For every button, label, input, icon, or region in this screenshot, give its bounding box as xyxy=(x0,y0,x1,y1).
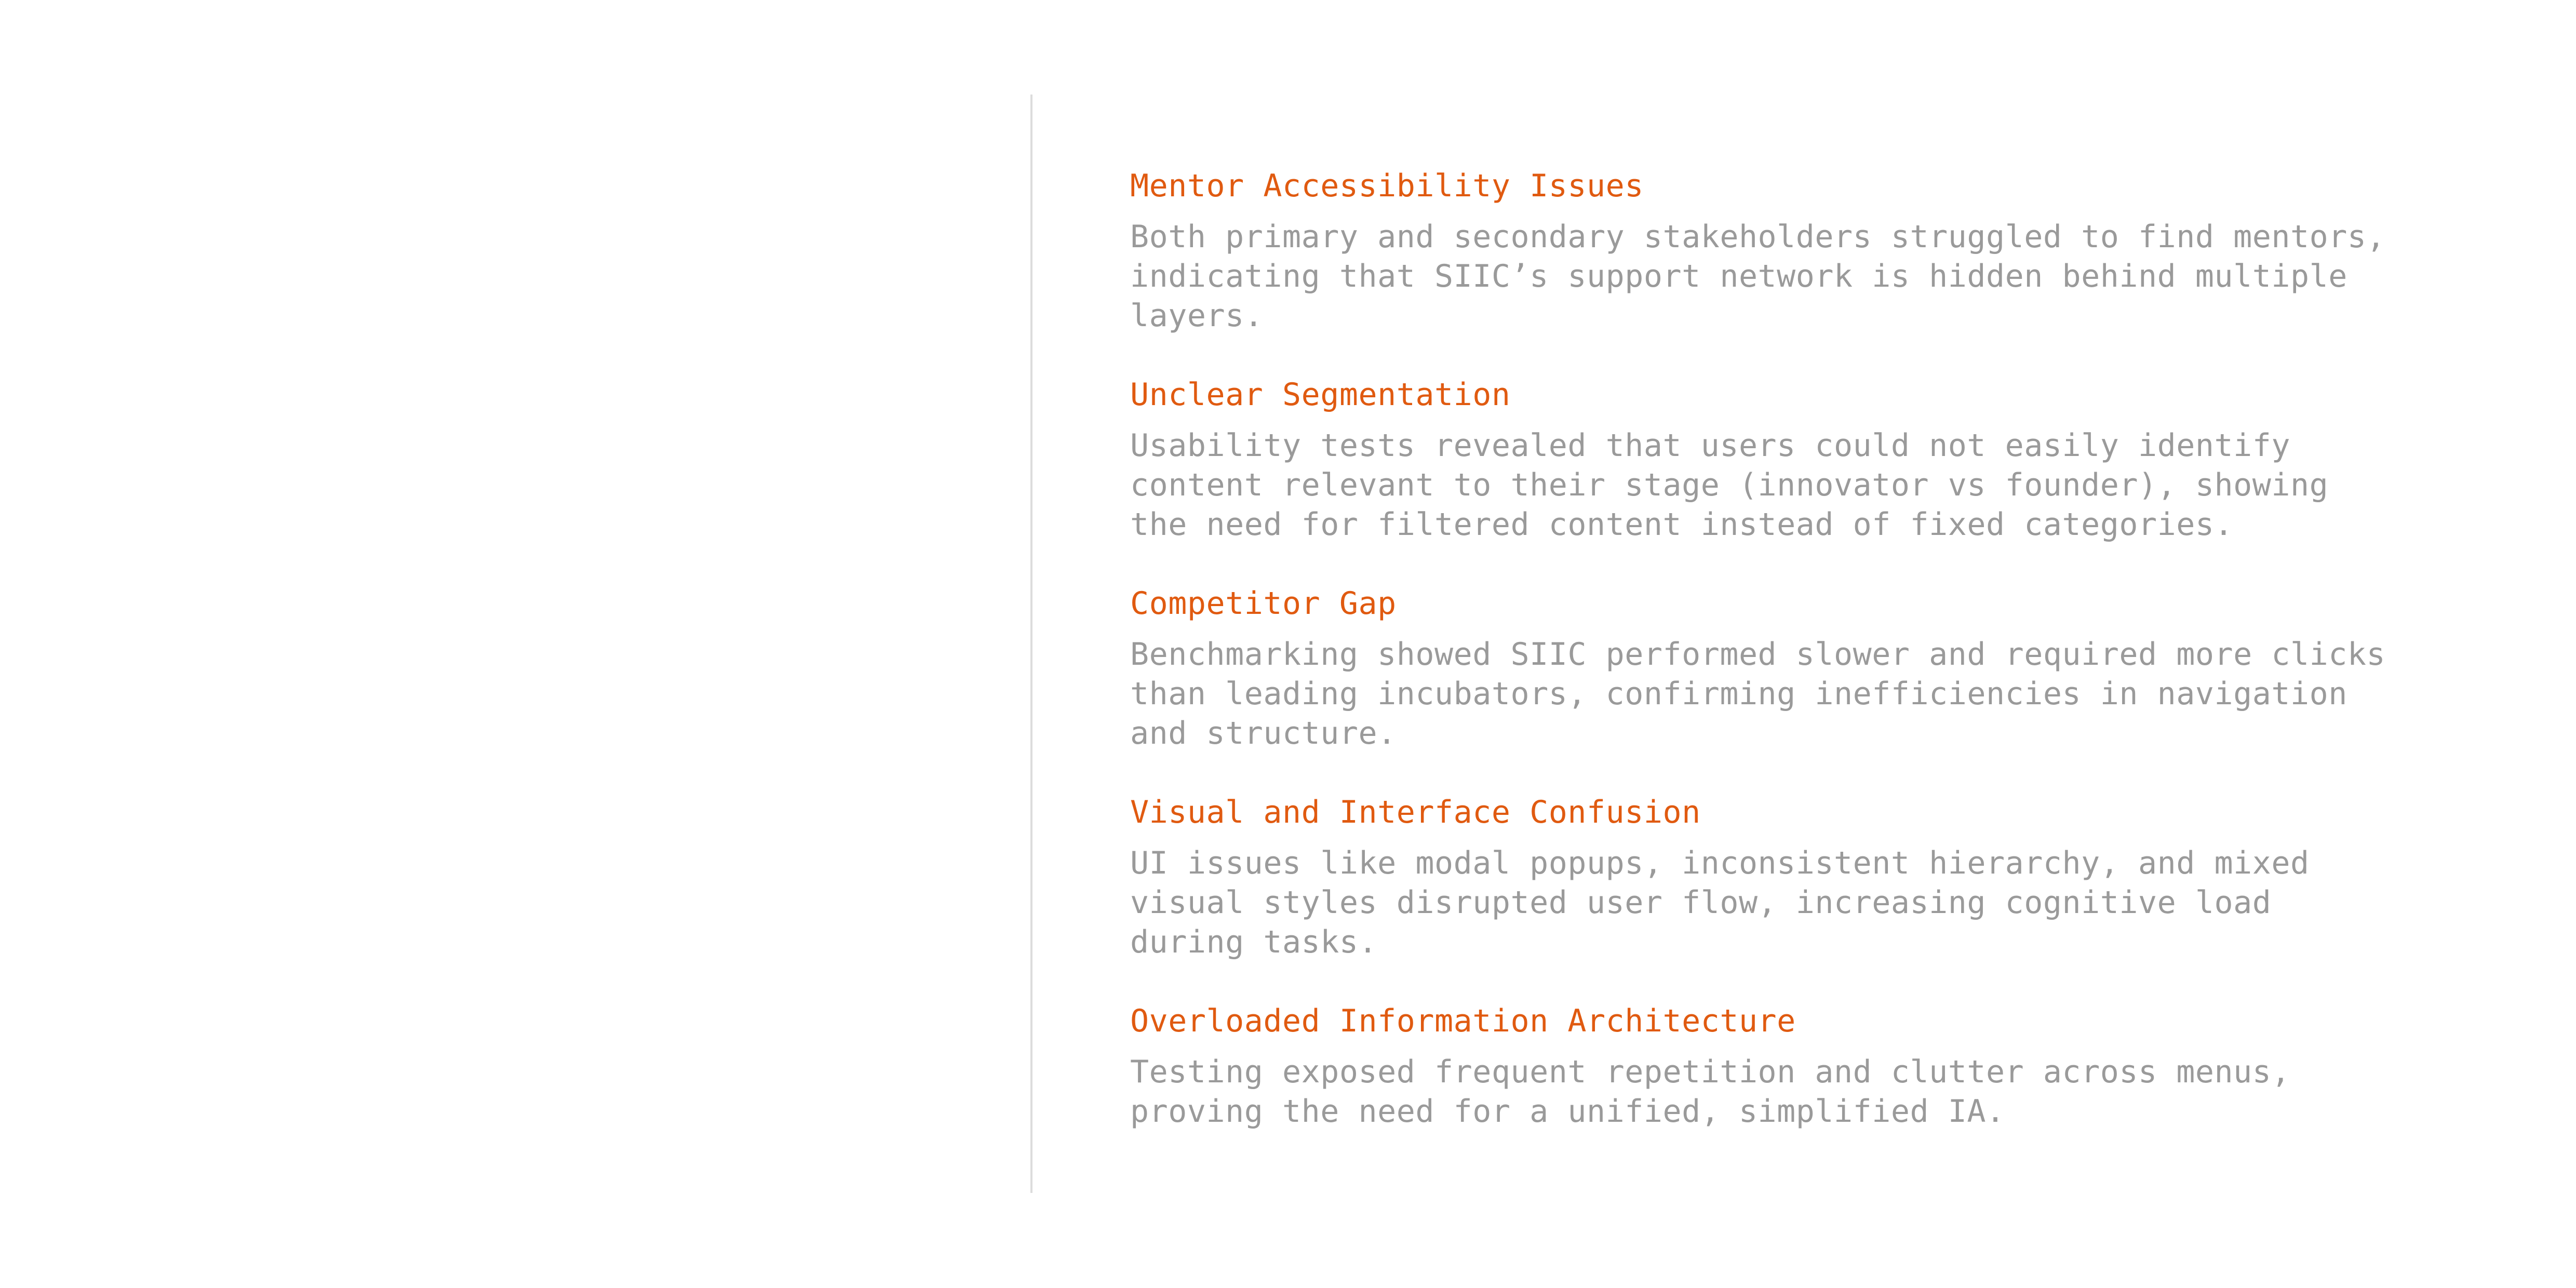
finding-body: UI issues like modal popups, inconsistent hierarchy, and mixed visual styles disrupted user flow, increasing cognitive load during tasks. xyxy=(1130,845,2310,960)
finding-overloaded-ia xyxy=(1130,1001,2387,1131)
finding-body: Both primary and secondary stakeholders struggled to find mentors, indicating that SIIC’s support network is hidden behind multiple layers. xyxy=(1130,219,2386,334)
finding-mentor-accessibility xyxy=(1130,166,2387,336)
findings-list xyxy=(1130,166,2387,1171)
finding-visual-interface-confusion xyxy=(1130,793,2387,962)
finding-body: Benchmarking showed SIIC performed slower and required more clicks than leading incubators, confirming inefficiencies in navigation and structure. xyxy=(1130,636,2386,752)
finding-title: Mentor Accessibility Issues xyxy=(1130,168,1644,204)
finding-body: Usability tests revealed that users could not easily identify content relevant to their stage (innovator vs founder), showing the need for filtered content instead of fixed categories. xyxy=(1130,427,2329,543)
finding-title: Unclear Segmentation xyxy=(1130,377,1511,413)
finding-title: Overloaded Information Architecture xyxy=(1130,1003,1796,1039)
finding-body: Testing exposed frequent repetition and clutter across menus, proving the need for a unified, simplified IA. xyxy=(1130,1054,2291,1130)
vertical-divider xyxy=(1030,95,1032,1193)
finding-competitor-gap xyxy=(1130,584,2387,753)
finding-title: Competitor Gap xyxy=(1130,585,1397,622)
finding-title: Visual and Interface Confusion xyxy=(1130,794,1701,830)
finding-unclear-segmentation xyxy=(1130,375,2387,544)
